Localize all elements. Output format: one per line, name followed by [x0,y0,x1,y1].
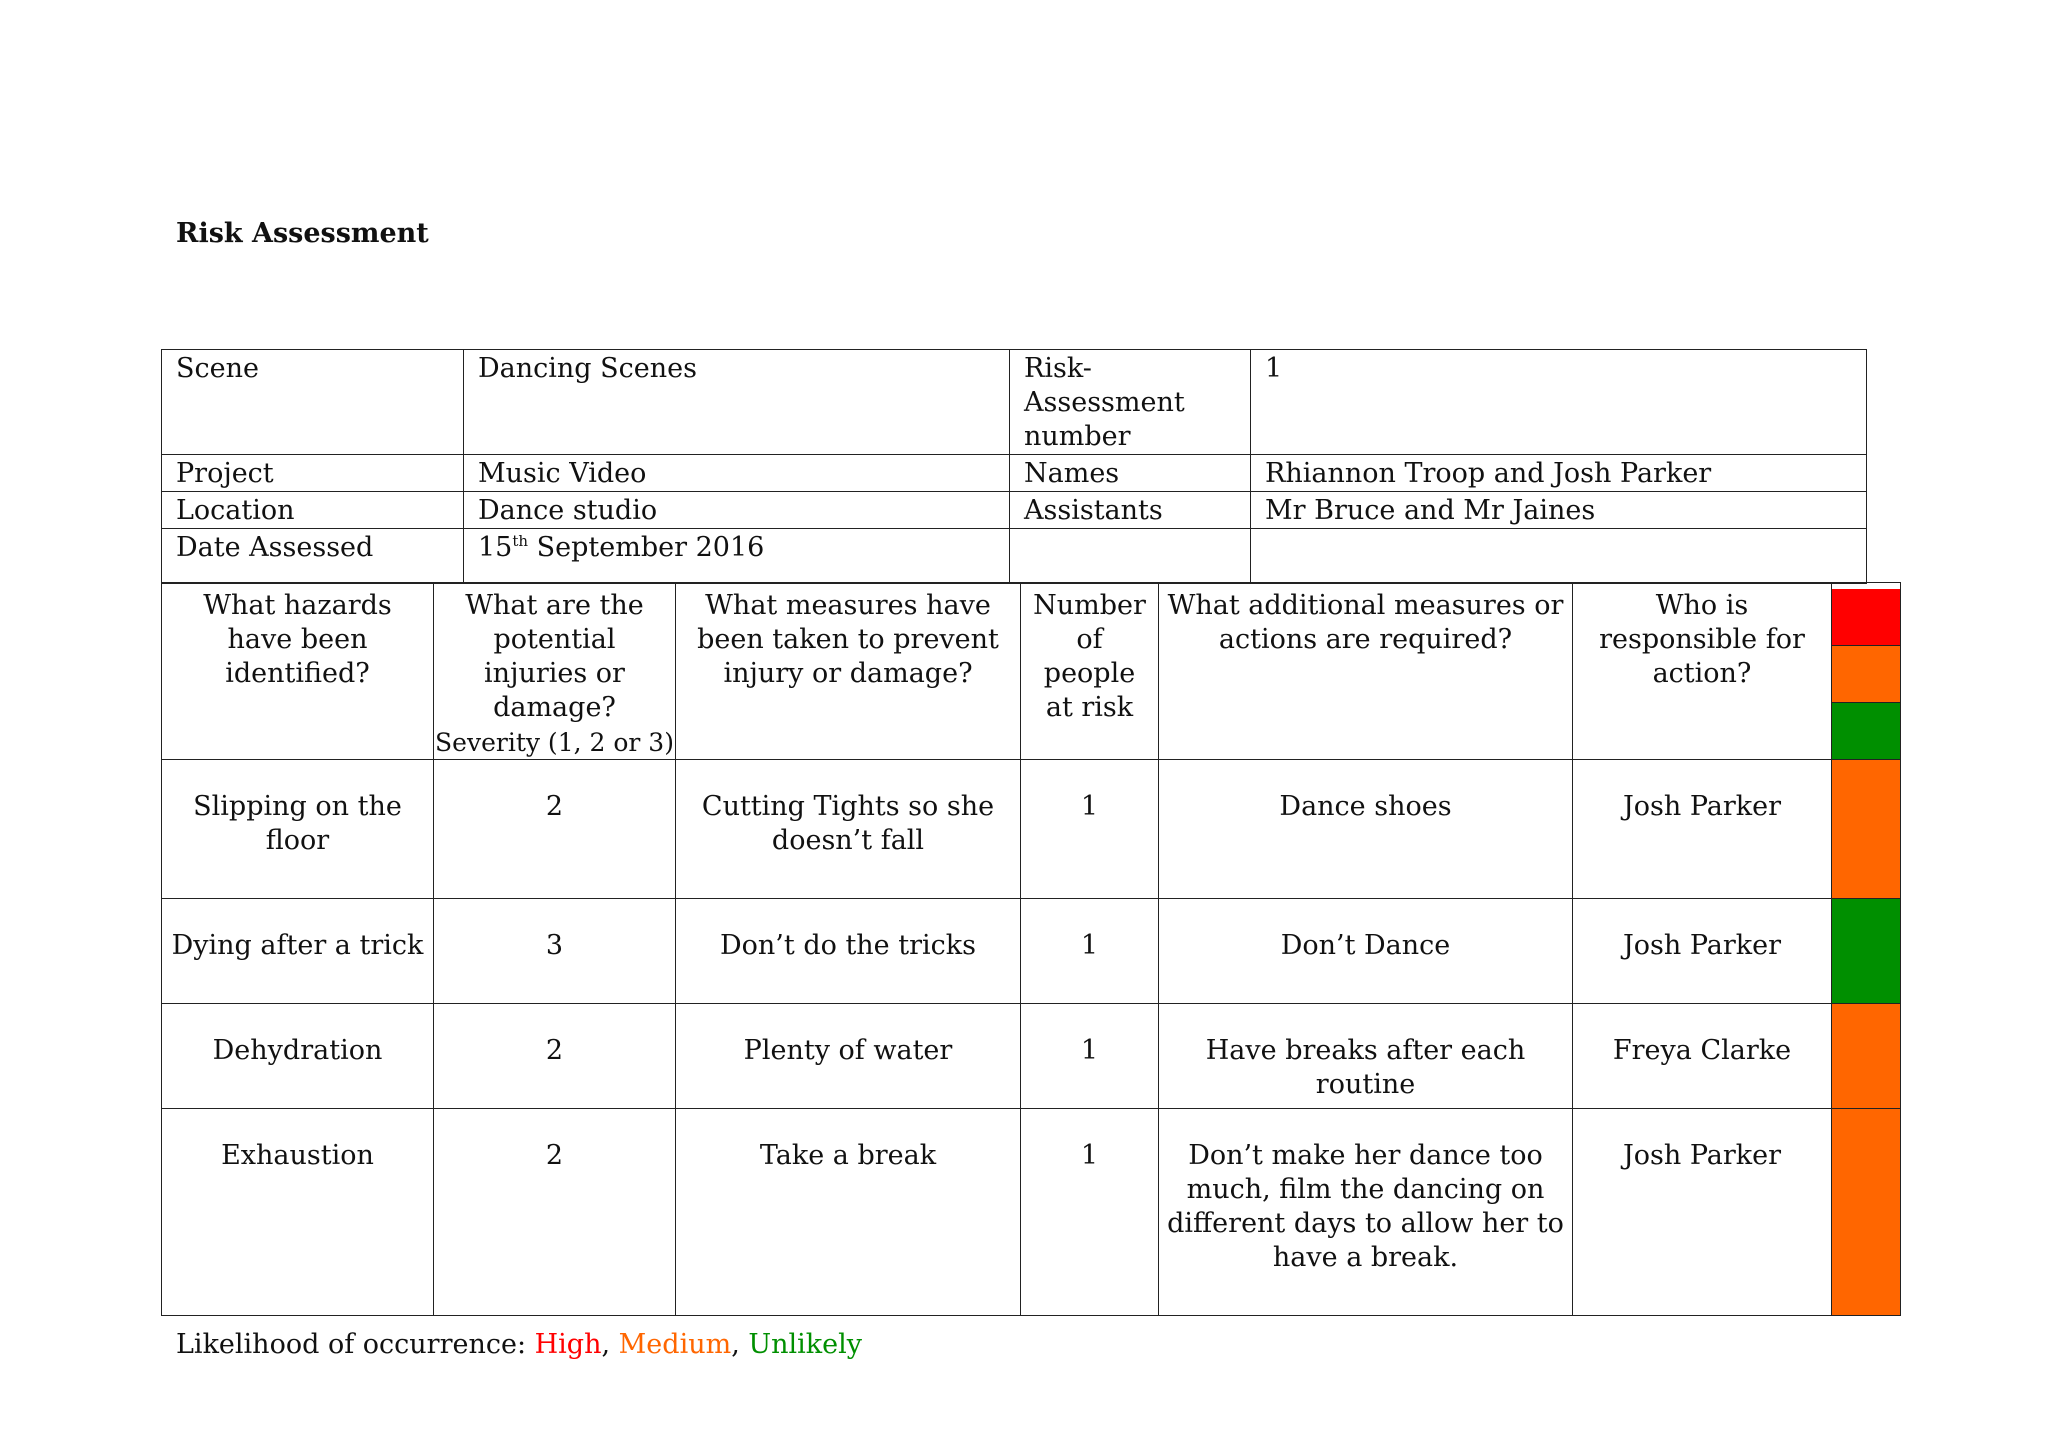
scene-label: Scene [162,350,464,455]
info-row-project [162,455,1867,492]
measures-cell: Cutting Tights so she doesn’t fall [676,760,1021,899]
risk-row [162,1004,1901,1109]
header-additional: What additional measures or actions are required? [1159,583,1573,760]
header-measures: What measures have been taken to prevent injury or damage? [676,583,1021,760]
legend-separator: , [601,1329,619,1360]
severity-cell: 2 [434,760,676,899]
responsible-cell: Josh Parker [1573,760,1832,899]
date-day: 15 [478,532,513,563]
project-value: Music Video [464,455,1010,492]
likelihood-swatch [1832,1004,1901,1109]
additional-cell: Have breaks after each routine [1159,1004,1573,1109]
info-row-date [162,529,1867,584]
header-injuries-label: What are the potential injuries or damage? [465,590,644,723]
responsible-cell: Josh Parker [1573,1109,1832,1316]
legend-separator: , [731,1329,749,1360]
names-value: Rhiannon Troop and Josh Parker [1251,455,1867,492]
names-label: Names [1010,455,1251,492]
people-cell: 1 [1021,760,1159,899]
risk-row [162,899,1901,1004]
people-cell: 1 [1021,1109,1159,1316]
empty-cell [1251,529,1867,584]
info-row-location [162,492,1867,529]
info-row-scene [162,350,1867,455]
key-medium-swatch [1832,646,1900,703]
header-responsible: Who is responsible for action? [1573,583,1832,760]
assistants-value: Mr Bruce and Mr Jaines [1251,492,1867,529]
hazard-cell: Dying after a trick [162,899,434,1004]
legend-high: High [534,1329,602,1360]
measures-cell: Plenty of water [676,1004,1021,1109]
risk-row [162,760,1901,899]
risk-table [161,582,1901,1316]
assistants-label: Assistants [1010,492,1251,529]
likelihood-swatch [1832,899,1901,1004]
date-value [464,529,1010,584]
risk-assessment-number-label: Risk-Assessment number [1010,350,1251,455]
severity-cell: 2 [434,1109,676,1316]
risk-assessment-number-value: 1 [1251,350,1867,455]
measures-cell: Don’t do the tricks [676,899,1021,1004]
responsible-cell: Freya Clarke [1573,1004,1832,1109]
page-title: Risk Assessment [176,218,429,249]
likelihood-swatch [1832,760,1901,899]
legend-unlikely: Unlikely [748,1329,863,1360]
additional-cell: Dance shoes [1159,760,1573,899]
header-hazards: What hazards have been identified? [162,583,434,760]
measures-cell: Take a break [676,1109,1021,1316]
severity-cell: 2 [434,1004,676,1109]
key-unlikely-swatch [1832,703,1900,759]
date-suffix: th [512,532,529,550]
hazard-cell: Exhaustion [162,1109,434,1316]
hazard-cell: Dehydration [162,1004,434,1109]
additional-cell: Don’t make her dance too much, film the dancing on different days to allow her to have a break. [1159,1109,1573,1316]
responsible-cell: Josh Parker [1573,899,1832,1004]
key-high-swatch [1832,589,1900,646]
location-label: Location [162,492,464,529]
severity-cell: 3 [434,899,676,1004]
people-cell: 1 [1021,899,1159,1004]
risk-header-row [162,583,1901,760]
header-injuries [434,583,676,760]
project-label: Project [162,455,464,492]
likelihood-legend [176,1329,862,1360]
project-info-table [161,349,1867,584]
people-cell: 1 [1021,1004,1159,1109]
hazard-cell: Slipping on the floor [162,760,434,899]
header-people: Number of people at risk [1021,583,1159,760]
legend-label: Likelihood of occurrence: [176,1329,535,1360]
scene-value: Dancing Scenes [464,350,1010,455]
location-value: Dance studio [464,492,1010,529]
likelihood-swatch [1832,1109,1901,1316]
empty-cell [1010,529,1251,584]
legend-medium: Medium [618,1329,732,1360]
severity-note: Severity (1, 2 or 3) [435,728,674,757]
date-label: Date Assessed [162,529,464,584]
likelihood-key [1832,583,1901,760]
additional-cell: Don’t Dance [1159,899,1573,1004]
risk-row [162,1109,1901,1316]
date-rest: September 2016 [528,532,765,563]
